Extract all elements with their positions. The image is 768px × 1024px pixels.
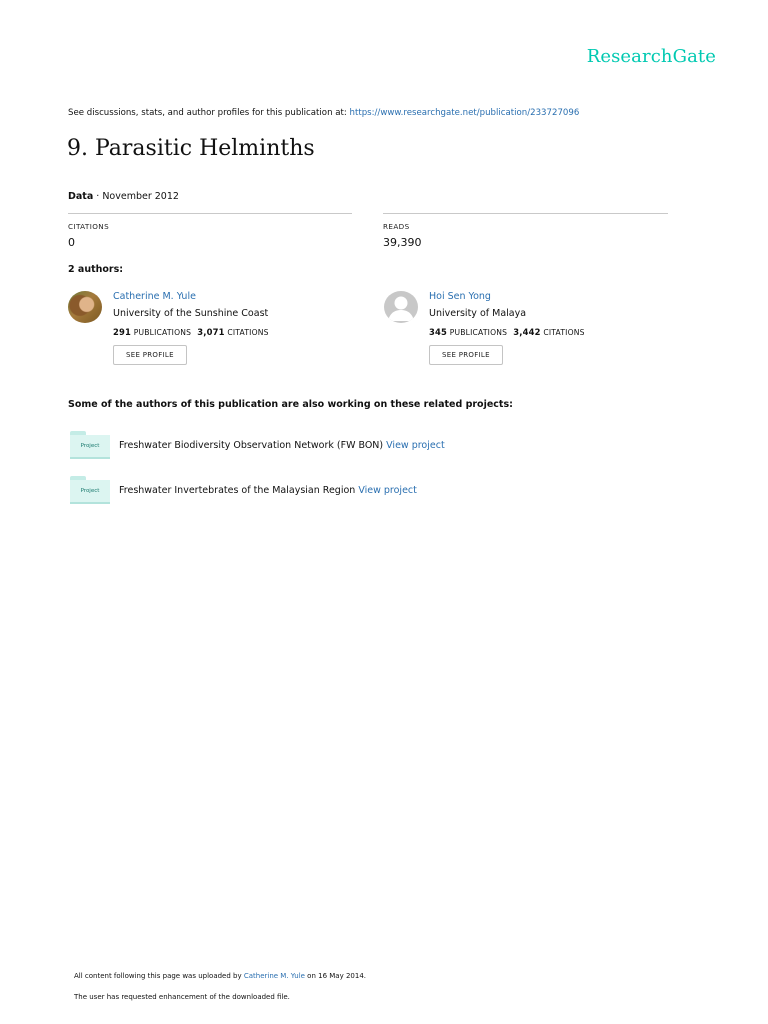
author-citations-label: CITATIONS — [227, 328, 269, 337]
author-publications-count: 345 — [429, 327, 448, 337]
project-name: Freshwater Invertebrates of the Malaysian Region — [119, 485, 359, 496]
reads-label: READS — [383, 222, 410, 231]
author-info — [429, 291, 591, 365]
publication-meta — [68, 191, 179, 202]
author-name-link[interactable]: Hoi Sen Yong — [429, 291, 491, 302]
related-projects-heading: Some of the authors of this publication are also working on these related projects: — [68, 399, 513, 410]
author-institution: University of Malaya — [429, 308, 527, 319]
uploader-link[interactable]: Catherine M. Yule — [243, 972, 305, 980]
meta-separator: · — [93, 191, 103, 202]
author-institution: University of the Sunshine Coast — [113, 308, 269, 319]
project-name: Freshwater Biodiversity Observation Network (FW BON) — [119, 440, 387, 451]
authors-heading: 2 authors: — [68, 264, 124, 275]
author-citations-count: 3,071 — [197, 327, 225, 337]
discussion-prefix: See discussions, stats, and author profiles for this publication at: — [68, 108, 350, 118]
publication-url-link[interactable]: https://www.researchgate.net/publication/233727096 — [349, 108, 580, 118]
author-stats — [429, 327, 591, 337]
author-stats — [113, 327, 275, 337]
person-silhouette-icon — [384, 291, 418, 323]
citations-stat — [68, 213, 352, 249]
upload-note — [74, 972, 366, 980]
project-folder-icon — [70, 476, 110, 504]
author-info — [113, 291, 275, 365]
author-avatar[interactable] — [68, 291, 102, 323]
author-citations-count: 3,442 — [513, 327, 541, 337]
author-name-link[interactable]: Catherine M. Yule — [113, 291, 196, 302]
author-publications-label: PUBLICATIONS — [449, 328, 508, 337]
publication-title: 9. Parasitic Helminths — [67, 136, 315, 161]
folder-label: Project — [70, 435, 110, 459]
citations-label: CITATIONS — [68, 222, 110, 231]
publication-date: November 2012 — [102, 191, 179, 202]
view-project-link[interactable]: View project — [386, 440, 445, 451]
default-avatar-icon[interactable] — [384, 291, 418, 323]
discussion-line — [68, 108, 579, 118]
reads-value: 39,390 — [383, 236, 422, 249]
publication-type: Data — [68, 191, 94, 202]
researchgate-logo[interactable]: ResearchGate — [586, 46, 716, 67]
see-profile-button[interactable]: SEE PROFILE — [429, 345, 503, 365]
enhancement-note: The user has requested enhancement of the downloaded file. — [74, 993, 290, 1001]
upload-prefix: All content following this page was uploaded by — [74, 972, 244, 980]
upload-suffix: on 16 May 2014. — [304, 972, 366, 980]
project-folder-icon — [70, 431, 110, 459]
author-publications-count: 291 — [113, 327, 132, 337]
see-profile-button[interactable]: SEE PROFILE — [113, 345, 187, 365]
project-text — [119, 440, 445, 451]
author-citations-label: CITATIONS — [543, 328, 585, 337]
author-publications-label: PUBLICATIONS — [133, 328, 192, 337]
reads-stat — [383, 213, 668, 249]
folder-label: Project — [70, 480, 110, 504]
project-text — [119, 485, 417, 496]
view-project-link[interactable]: View project — [358, 485, 417, 496]
citations-value: 0 — [68, 236, 75, 249]
